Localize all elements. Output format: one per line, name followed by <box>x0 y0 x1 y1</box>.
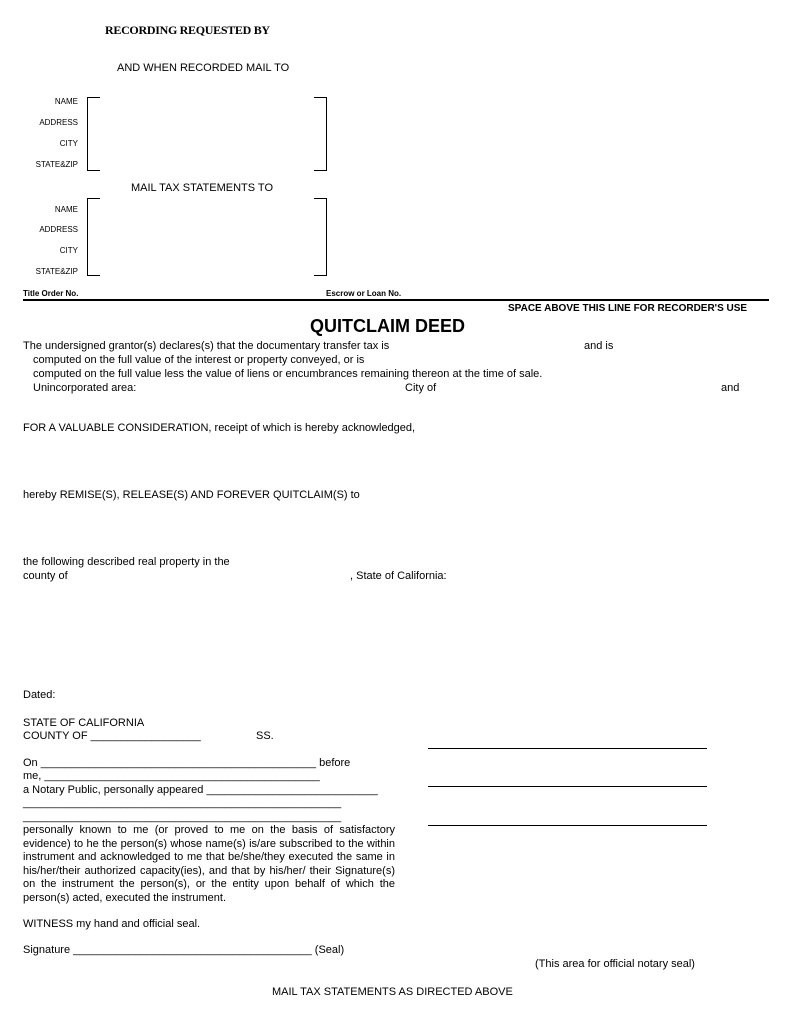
notary-county: COUNTY OF __________________ <box>23 730 201 742</box>
label-city-2: CITY <box>59 246 78 255</box>
notary-paragraph: personally known to me (or proved to me on the basis of satisfactory evidence) to he the person(s) whose name(s) is/are subscribed to the within instrument and acknowledged to me that be/she/they executed the same in his/her/their authorized capacity(ies), and that by his/her/ their Signature(s) on the instrument the person(s), or the entity upon behalf of which the person(s) acted, executed the instrument. <box>23 824 395 904</box>
notary-blank-1: ____________________________________________________ <box>23 797 342 809</box>
label-address-2: ADDRESS <box>39 225 78 234</box>
city-of: City of <box>405 382 437 394</box>
tax-line-2: computed on the full value of the interest or property conveyed, or is <box>33 354 365 366</box>
escrow-loan-no: Escrow or Loan No. <box>326 289 402 298</box>
dated-label: Dated: <box>23 689 56 701</box>
signature-line: Signature _______________________________________ (Seal) <box>23 944 345 956</box>
state-of-california: , State of California: <box>350 570 447 582</box>
notary-seal-area: (This area for official notary seal) <box>535 958 695 970</box>
tax-line-1-end: and is <box>584 340 614 352</box>
described-property: the following described real property in the <box>23 556 230 568</box>
notary-me: me, _____________________________________________ <box>23 770 320 782</box>
when-recorded-mail-to: AND WHEN RECORDED MAIL TO <box>117 62 290 74</box>
deed-title: QUITCLAIM DEED <box>310 316 465 336</box>
and-text: and <box>721 382 740 394</box>
label-name: NAME <box>54 97 78 106</box>
tax-bracket-left <box>87 198 100 276</box>
consideration-text: FOR A VALUABLE CONSIDERATION, receipt of which is hereby acknowledged, <box>23 422 416 434</box>
notary-state: STATE OF CALIFORNIA <box>23 717 145 729</box>
mail-to-bracket-left <box>87 97 100 171</box>
label-address: ADDRESS <box>39 118 78 127</box>
tax-bracket-right <box>314 198 327 276</box>
grantor-signature-line-2[interactable] <box>428 786 707 787</box>
label-state-zip: STATE&ZIP <box>35 160 78 169</box>
recorder-divider <box>23 299 769 301</box>
title-order-no: Title Order No. <box>23 289 79 298</box>
notary-public: a Notary Public, personally appeared ____________________________ <box>23 784 378 796</box>
tax-line-1: The undersigned grantor(s) declares(s) that the documentary transfer tax is <box>23 340 390 352</box>
recorders-use: SPACE ABOVE THIS LINE FOR RECORDER'S USE <box>508 303 748 314</box>
witness-text: WITNESS my hand and official seal. <box>23 918 201 930</box>
tax-line-3: computed on the full value less the value of liens or encumbrances remaining thereon at the time of sale. <box>33 368 543 380</box>
label-state-zip-2: STATE&ZIP <box>35 267 78 276</box>
unincorporated-area: Unincorporated area: <box>33 382 137 394</box>
label-city: CITY <box>59 139 78 148</box>
recording-requested-by: RECORDING REQUESTED BY <box>105 23 270 37</box>
grantor-signature-line-1[interactable] <box>428 748 707 749</box>
remise-text: hereby REMISE(S), RELEASE(S) AND FOREVER QUITCLAIM(S) to <box>23 489 360 501</box>
ss-text: SS. <box>256 730 274 742</box>
footer-text: MAIL TAX STATEMENTS AS DIRECTED ABOVE <box>272 986 513 998</box>
notary-on: On _____________________________________________ before <box>23 757 351 769</box>
grantor-signature-line-3[interactable] <box>428 825 707 826</box>
mail-to-bracket-right <box>314 97 327 171</box>
mail-tax-statements-to: MAIL TAX STATEMENTS TO <box>131 182 274 194</box>
label-name-2: NAME <box>54 205 78 214</box>
notary-blank-2: ____________________________________________________ <box>23 811 342 823</box>
county-of: county of <box>23 570 68 582</box>
